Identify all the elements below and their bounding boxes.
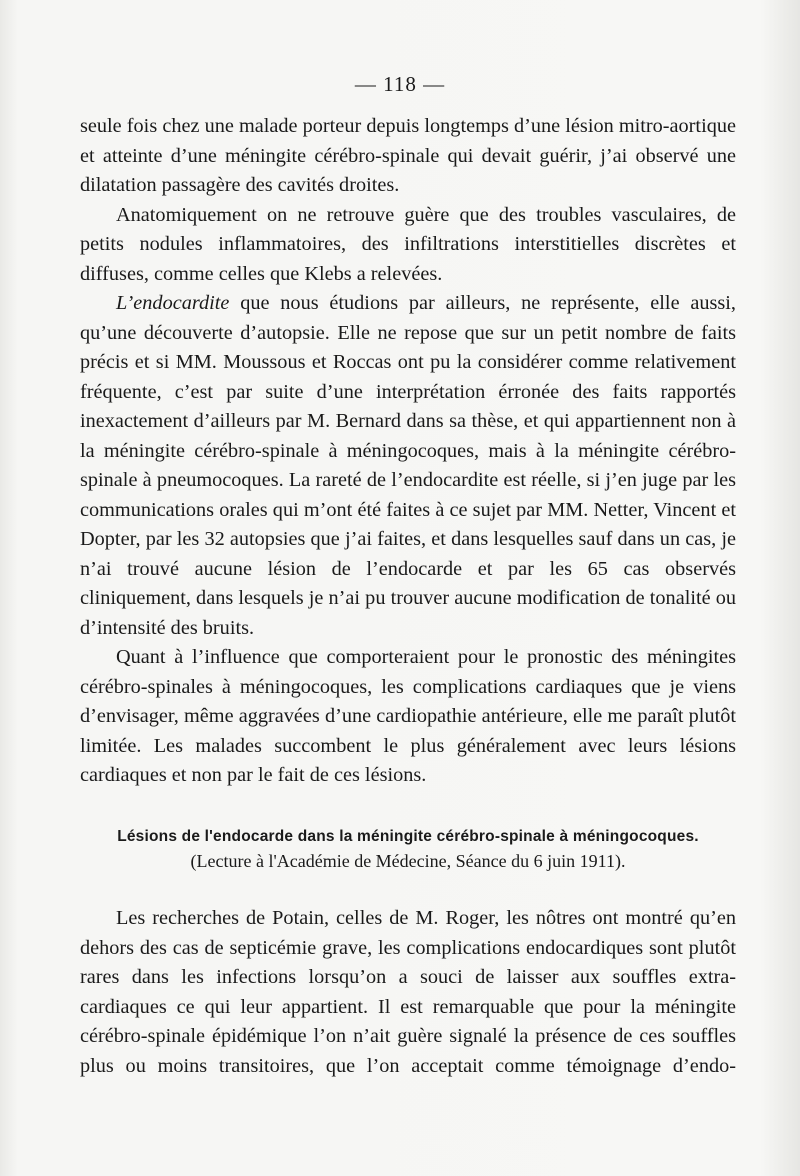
endocarditis-text: que nous étudions par ailleurs, ne représente, elle aussi, qu’une découverte d’autopsie. Elle ne repose que sur un petit nombre de faits précis et si MM. Moussous et Roccas ont pu la considérer comme relativement fréquente, c’est par suite d’une interprétation érronée des faits rapportés inexactement d’ailleurs par M. Bernard dans sa thèse, et qui appartiennent non à la méningite cérébro-spinale à méningocoques, mais à la méningite cérébro-spinale à pneumocoques. La rareté de l’endocardite est réelle, si j’en juge par les communications orales qui m’ont été faites à ce sujet par MM. Netter, Vincent et Dopter, par les 32 autopsies que j’ai faites, et dans lesquelles sauf dans un cas, je n’ai trouvé aucune lésion de l’endocarde et par les 65 cas observés cliniquement, dans lesquels je n’ai pu trouver aucune modification de tonalité ou d’intensité des bruits. [80, 292, 736, 639]
paragraph-endocarditis [80, 289, 736, 643]
paragraph-research: Les recherches de Potain, celles de M. Roger, les nôtres ont montré qu’en dehors des cas de septicémie grave, les complications endocardiques sont plutôt rares dans les infections lorsqu’on a souci de laisser aux souffles extra-cardiaques ce qui leur appartient. Il est remarquable que pour la méningite cérébro-spinale épidémique l’on n’ait guère signalé la présence de ces souffles plus ou moins transitoires, que l’on acceptait comme témoignage d’endo- [80, 907, 736, 1077]
paragraph-anatomy: Anatomiquement on ne retrouve guère que des troubles vasculaires, de petits nodules inflammatoires, des infiltrations interstitielles discrètes et diffuses, comme celles que Klebs a relevées. [80, 203, 736, 285]
paragraph-continuation: seule fois chez une malade porteur depuis longtemps d’une lésion mitro-aortique et atteinte d’une méningite cérébro-spinale qui devait guérir, j’ai observé une dilatation passagère des cavités droites. [80, 115, 736, 196]
body-text-top [80, 112, 736, 791]
page-number: — 118 — [354, 72, 446, 96]
body-text-bottom [80, 904, 736, 1081]
paragraph-prognosis: Quant à l’influence que comporteraient pour le pronostic des méningites cérébro-spinales à méningocoques, les complications cardiaques que je viens d’envisager, même aggravées d’une cardiopathie antérieure, elle me paraît plutôt limitée. Les malades succombent le plus généralement avec leurs lésions cardiaques et non par le fait de ces lésions. [80, 646, 736, 786]
section-heading [80, 826, 736, 873]
endocarditis-italic-lead: L’endocardite [116, 292, 230, 314]
section-subtitle: (Lecture à l'Académie de Médecine, Séance du 6 juin 1911). [190, 851, 626, 871]
section-title: Lésions de l'endocarde dans la méningite cérébro-spinale à méningocoques. [117, 828, 699, 845]
